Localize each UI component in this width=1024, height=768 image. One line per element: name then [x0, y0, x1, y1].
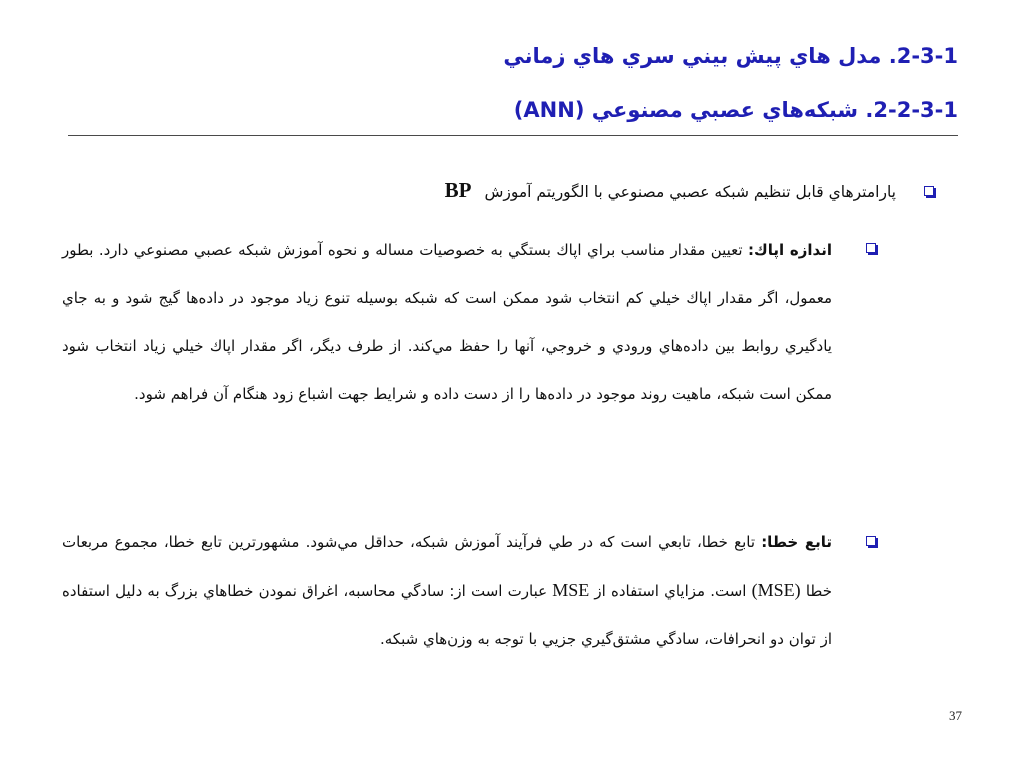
- epoch-size-term: اندازه اپاك:: [747, 241, 832, 259]
- error-function-paragraph: [62, 518, 832, 663]
- intro-bp-label: BP: [444, 178, 472, 202]
- intro-line: [276, 178, 896, 203]
- error-function-text-b: است. مزاياي استفاده از: [594, 582, 747, 600]
- section-heading-ann: 2-2-3-1. شبکه‌هاي عصبي مصنوعي (ANN): [513, 98, 958, 122]
- epoch-size-text: تعيين مقدار مناسب براي اپاك بستگي به خصوصيات مساله و نحوه آموزش شبكه عصبي مصنوعي دارد. بطور معمول، اگر مقدار اپاك خيلي كم انتخاب شود ممكن است كه شبكه بوسيله تنوع زياد موجود در داده‌ها گيج شود و به جاي يادگيري روابط بين داده‌هاي ورودي و خروجي، آنها را حفظ مي‌كند. از طرف ديگر، اگر مقدار اپاك خيلي زياد انتخاب شود ممكن است شبكه، ماهيت روند موجود در داده‌ها را از دست داده و شرايط جهت اشباع زود هنگام آن فراهم شود.: [62, 241, 832, 403]
- page-number: 37: [949, 708, 962, 723]
- error-function-text-a: تابع خطا، تابعي است كه در طي فرآيند آموزش شبكه، حداقل مي‌شود. مشهورترين تابع خطا، مجموع مربعات خطا: [62, 533, 832, 600]
- error-function-text-c: عبارت است از: سادگي محاسبه، اغراق نمودن خطاهاي بزرگ به دليل استفاده از توان دو انحرافات، سادگي مشتق‌گيري جزيي با توجه به وزن‌هاي شبكه.: [62, 582, 832, 648]
- square-bullet-icon: [866, 243, 876, 253]
- heading-divider: [68, 135, 958, 136]
- square-bullet-icon: [924, 186, 934, 196]
- mse-label: MSE: [552, 580, 590, 600]
- intro-text: پارامترهاي قابل تنظيم شبكه عصبي مصنوعي با الگوريتم آموزش: [484, 183, 896, 201]
- square-bullet-icon: [866, 536, 876, 546]
- error-function-term: تابع خطا:: [761, 533, 832, 551]
- mse-label-parenthesized: (MSE): [751, 580, 801, 600]
- epoch-size-paragraph: [62, 226, 832, 418]
- section-heading-time-series-models: 2-3-1. مدل هاي پيش بيني سري هاي زماني: [503, 44, 958, 68]
